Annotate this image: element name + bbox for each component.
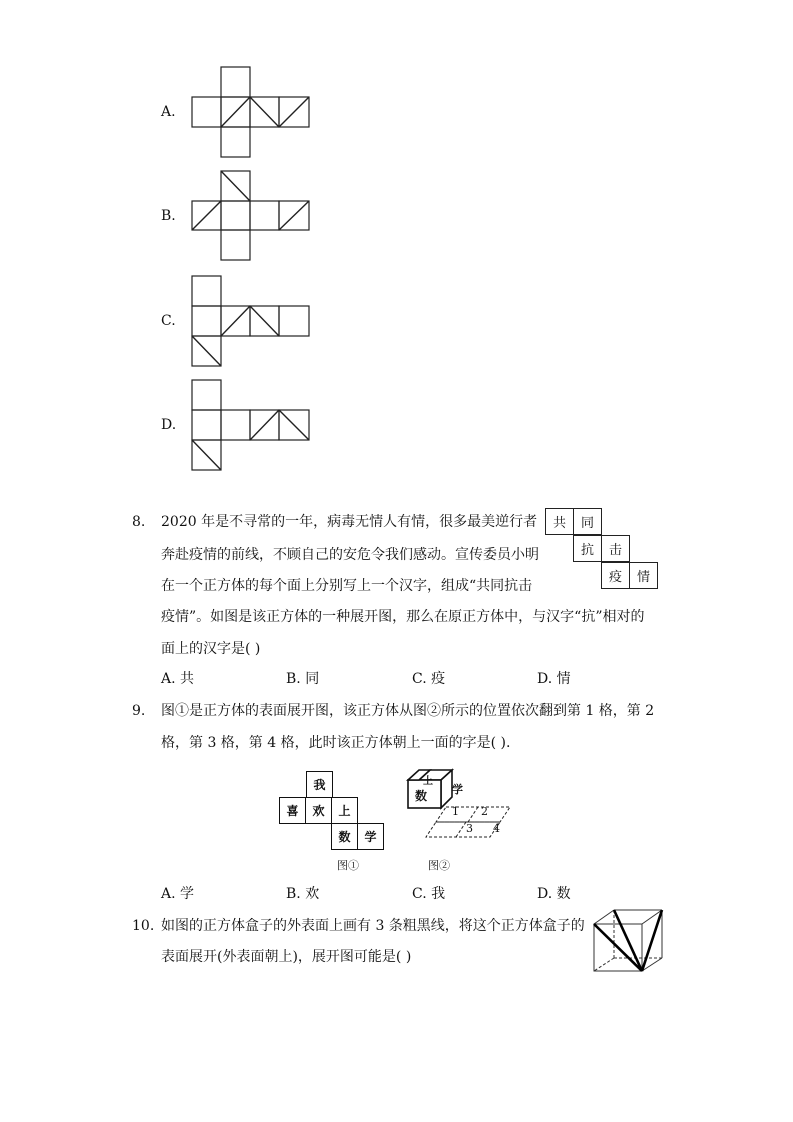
question-10-line-2: 表面展开(外表面朝上)，展开图可能是( ) [161,949,412,965]
q9-choice-c[interactable]: C. 我 [412,886,446,902]
fig2-front-face: 数 [415,789,428,803]
fig2-cell-3: 3 [466,822,473,835]
q9-choice-d[interactable]: D. 数 [537,886,571,902]
option-c-label: C. [161,313,176,329]
fig2-cell-4: 4 [493,822,500,835]
q9-choice-a[interactable]: A. 学 [161,886,195,902]
q9-choice-b[interactable]: B. 欢 [286,886,320,902]
question-9-line-1: 图①是正方体的表面展开图，该正方体从图②所示的位置依次翻到第 1 格，第 2 [161,703,655,719]
net-cell: 击 [601,535,630,562]
question-8-line-3: 在一个正方体的每个面上分别写上一个汉字，组成“共同抗击 [161,578,533,594]
option-a-label: A. [161,104,176,120]
q8-choice-d[interactable]: D. 情 [537,671,571,687]
question-8-number: 8. [132,514,146,530]
question-8-line-1: 2020 年是不寻常的一年，病毒无情人有情，很多最美逆行者 [161,514,538,530]
fig1-cell: 我 [306,771,333,798]
question-8-line-4: 疫情”。如图是该正方体的一种展开图，那么在原正方体中，与汉字“抗”相对的 [161,609,645,625]
net-cell: 疫 [601,562,630,589]
fig1-cell: 上 [331,797,358,824]
fig2-cell-1: 1 [452,805,459,818]
question-9-line-2: 格，第 3 格，第 4 格，此时该正方体朝上一面的字是( ). [161,735,511,751]
figure-2-caption: 图② [428,859,450,872]
net-cell: 抗 [573,535,602,562]
fig1-cell: 喜 [279,797,306,824]
question-10-number: 10. [132,918,155,934]
option-b-label: B. [161,208,176,224]
fig2-side-face: 学 [452,783,463,796]
q8-choice-b[interactable]: B. 同 [286,671,320,687]
option-d-label: D. [161,417,177,433]
q8-choice-a[interactable]: A. 共 [161,671,195,687]
question-8-line-2: 奔赴疫情的前线，不顾自己的安危令我们感动。宣传委员小明 [161,547,539,563]
fig2-cell-2: 2 [481,805,488,818]
fig2-top-face: 上 [423,776,433,787]
question-8-line-5: 面上的汉字是( ) [161,641,261,657]
fig1-cell: 学 [357,823,384,850]
net-cell: 共 [545,508,574,535]
question-10-line-1: 如图的正方体盒子的外表面上画有 3 条粗黑线，将这个正方体盒子的 [161,918,585,934]
question-9-number: 9. [132,703,146,719]
net-cell: 同 [573,508,602,535]
figure-1-caption: 图① [337,859,359,872]
net-cell: 情 [629,562,658,589]
fig1-cell: 数 [331,823,358,850]
q8-choice-c[interactable]: C. 疫 [412,671,446,687]
fig1-cell: 欢 [305,797,332,824]
